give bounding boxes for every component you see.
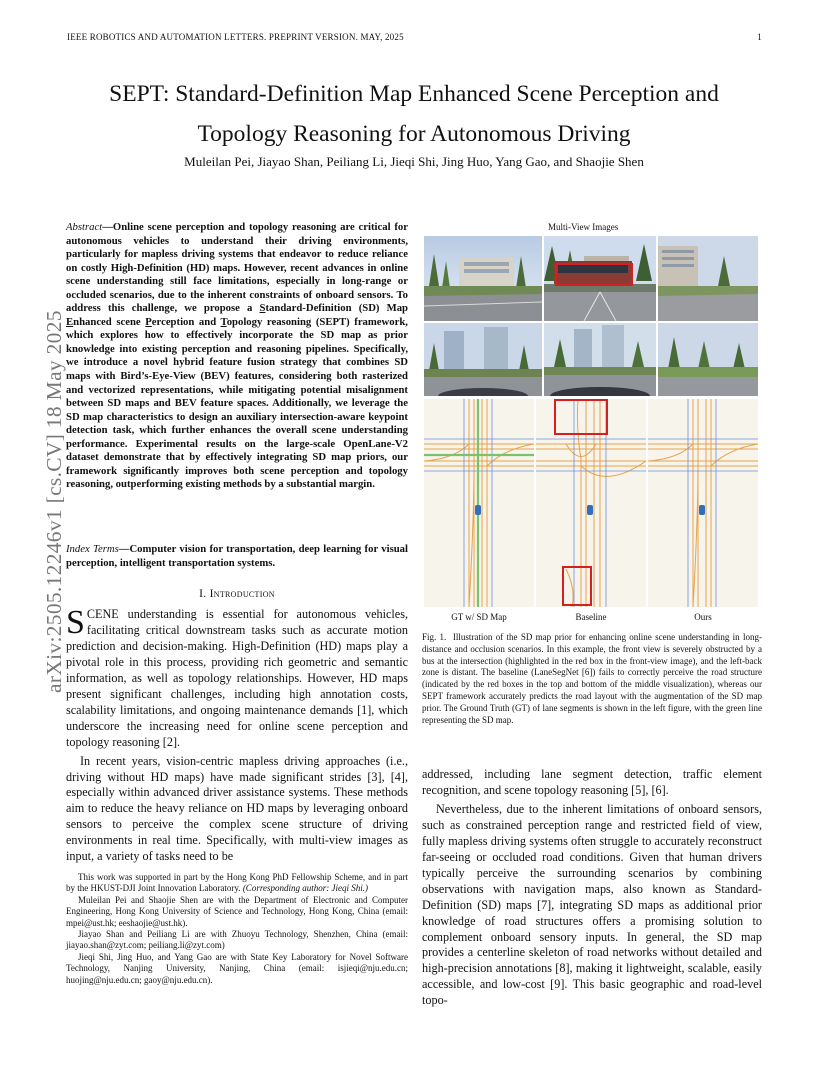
page-number: 1 <box>757 32 762 42</box>
camera-image-front-right <box>658 236 758 321</box>
intro-paragraph-2: In recent years, vision-centric mapless driving approaches (i.e., driving without HD maps) have made significant strides [3], [4], especially within advanced driver assistance systems. These methods aim to reduce the heavy reliance on HD maps by leveraging onboard sensors to perceive the complex scene structure of driving environments in real time. Specifically, with multi-view images as input, a variety of tasks need to be <box>66 753 408 864</box>
abstract-fragment: erception and <box>151 315 221 328</box>
intro-p1-text: CENE understanding is essential for autonomous vehicles, facilitating critical downstream tasks such as accurate motion prediction and decision-making. High-Definition (HD) maps play a pivotal role in this process, providing rich geometric and semantic information, as well as topology relationships. However, HD maps present significant challenges, including high annotation costs, scalability limitations, and ongoing maintenance demands [1], which underscore the increasing need for online scene perception and topology reasoning [2]. <box>66 607 408 749</box>
camera-image-back <box>544 323 656 396</box>
footnote-corresponding: (Corresponding author: Jieqi Shi.) <box>242 883 368 894</box>
abstract-fragment: tandard-Definition (SD) Map <box>265 302 408 315</box>
panel-label-gt: GT w/ SD Map <box>451 612 507 622</box>
title-line-2: Topology Reasoning for Autonomous Driving <box>197 121 631 147</box>
map-panel-gt <box>424 399 534 607</box>
acronym-letter: P <box>145 315 152 328</box>
arxiv-stamp: arXiv:2505.12246v1 [cs.CV] 18 May 2025 <box>42 310 66 693</box>
acronym-letter: T <box>220 315 227 328</box>
section-title: Introduction <box>209 588 275 600</box>
figure-caption <box>422 632 762 726</box>
panel-label-ours: Ours <box>694 612 712 622</box>
footnotes <box>66 872 408 986</box>
index-terms-label: Index Terms <box>66 543 119 555</box>
index-terms-text: —Computer vision for transportation, deep learning for visual perception, intelligent transportation systems. <box>66 543 408 569</box>
camera-image-back-left <box>424 323 542 396</box>
acronym-letter: S <box>259 302 266 315</box>
abstract-fragment: nhanced scene <box>73 315 146 328</box>
right-column-body <box>422 767 762 1009</box>
section-heading <box>66 588 408 600</box>
panel-label-baseline: Baseline <box>575 612 607 622</box>
right-paragraph-1: addressed, including lane segment detection, traffic element recognition, and scene topology reasoning [5], [6]. <box>422 767 762 797</box>
abstract <box>66 221 408 492</box>
footnote-funding <box>66 872 408 895</box>
camera-image-front <box>544 236 656 321</box>
intro-paragraph-1 <box>66 604 408 751</box>
footnote-funding-text: This work was supported in part by the Hong Kong PhD Fellowship Scheme, and in part by the HKUST-DJI Joint Innovation Laboratory. <box>66 872 408 894</box>
footnote-affil-1: Muleilan Pei and Shaojie Shen are with the Department of Electronic and Computer Engineering, Hong Kong University of Science and Technology, Hong Kong, China (email: mpei@ust.hk; eeshaojie@ust.hk). <box>66 894 408 928</box>
abstract-text-b: opology reasoning (SEPT) framework, which explores how to effectively incorporate the SD map as prior knowledge into existing perception and reasoning pipelines. Specifically, we introduce a novel hybrid feature fusion strategy that combines SD maps with Bird’s-Eye-View (BEV) features, considering both rasterized and vectorized representations, while mitigating potential misalignment between SD maps and BEV feature spaces. Additionally, we leverage the SD map characteristics to design an auxiliary intersection-aware keypoint detection task, which further enhances the overall scene understanding performance. Experimental results on the large-scale OpenLane-V2 dataset demonstrate that by effectively integrating SD map priors, our framework significantly improves both scene perception and topology reasoning, outperforming existing methods by a substantial margin. <box>66 315 408 491</box>
abstract-label: Abstract <box>66 221 103 233</box>
map-panel-ours <box>648 399 758 607</box>
multiview-label: Multi-View Images <box>548 222 619 232</box>
section-numeral: I. <box>199 588 210 600</box>
intro-body <box>66 604 408 865</box>
footnote-affil-2: Jiayao Shan and Peiliang Li are with Zhuoyu Technology, Shenzhen, China (email: jiayao.shan@zyt.com; peiliang.li@zyt.com) <box>66 929 408 951</box>
abstract-text-a: —Online scene perception and topology reasoning are critical for autonomous vehicles to understand their driving environments, particularly for mapless driving systems that endeavor to reduce reliance on costly High-Definition (HD) maps. However, recent advances in online scene understanding still face limitations, especially in long-range or occluded scenarios, due to the inherent constraints of onboard sensors. To address this challenge, we propose a <box>66 221 408 315</box>
drop-cap: S <box>66 604 85 641</box>
camera-image-front-left <box>424 236 542 321</box>
caption-text: Illustration of the SD map prior for enhancing online scene understanding in long-distance and occlusion scenarios. In this example, the front view is severely obstructed by a bus at the intersection (highlighted in the red box in the front-view image), and the left-back zone is distant. The baseline (LaneSegNet [6]) fails to correctly perceive the road structure (indicated by the red boxes in the top and bottom of the middle visualization), whereas our SEPT framework accurately predicts the road layout with the augmentation of the SD map prior. The Ground Truth (GT) of lane segments is shown in the left figure, with the green line representing the SD map. <box>422 632 762 725</box>
index-terms <box>66 543 408 570</box>
title-line-1: SEPT: Standard-Definition Map Enhanced Scene Perception and <box>109 81 719 107</box>
acronym-letter: E <box>66 315 74 328</box>
author-list: Muleilan Pei, Jiayao Shan, Peiliang Li, Jieqi Shi, Jing Huo, Yang Gao, and Shaojie Shen <box>184 154 644 169</box>
footnote-affil-3: Jieqi Shi, Jing Huo, and Yang Gao are with State Key Laboratory for Novel Software Technology, Nanjing University, Nanjing, China (email: isjieqi@nju.edu.cn; huojing@nju.edu.cn; gaoy@nju.edu.cn). <box>66 951 408 985</box>
running-header: IEEE ROBOTICS AND AUTOMATION LETTERS. PREPRINT VERSION. MAY, 2025 <box>67 32 404 42</box>
camera-image-back-right <box>658 323 758 396</box>
caption-label: Fig. 1. <box>422 632 447 642</box>
map-panel-baseline <box>536 399 646 607</box>
right-paragraph-2: Nevertheless, due to the inherent limitations of onboard sensors, such as constrained perception range and restricted field of view, fully mapless driving systems often struggle to accurately reconstruct far-seeing or occluded road conditions. Given that human drivers typically perceive the surrounding scenarios by combining observations with navigation maps, also known as Standard-Definition (SD) maps [7], integrating SD maps as additional prior knowledge of road structures offers a promising solution to complement onboard sensory inputs. In general, the SD map provides a centerline skeleton of road networks without detailed and high-precision annotations [8], making it lightweight, scalable, easily accessible, and low-cost [9]. This basic geographic and road-level topo- <box>422 801 762 1008</box>
paper-title <box>60 74 768 154</box>
